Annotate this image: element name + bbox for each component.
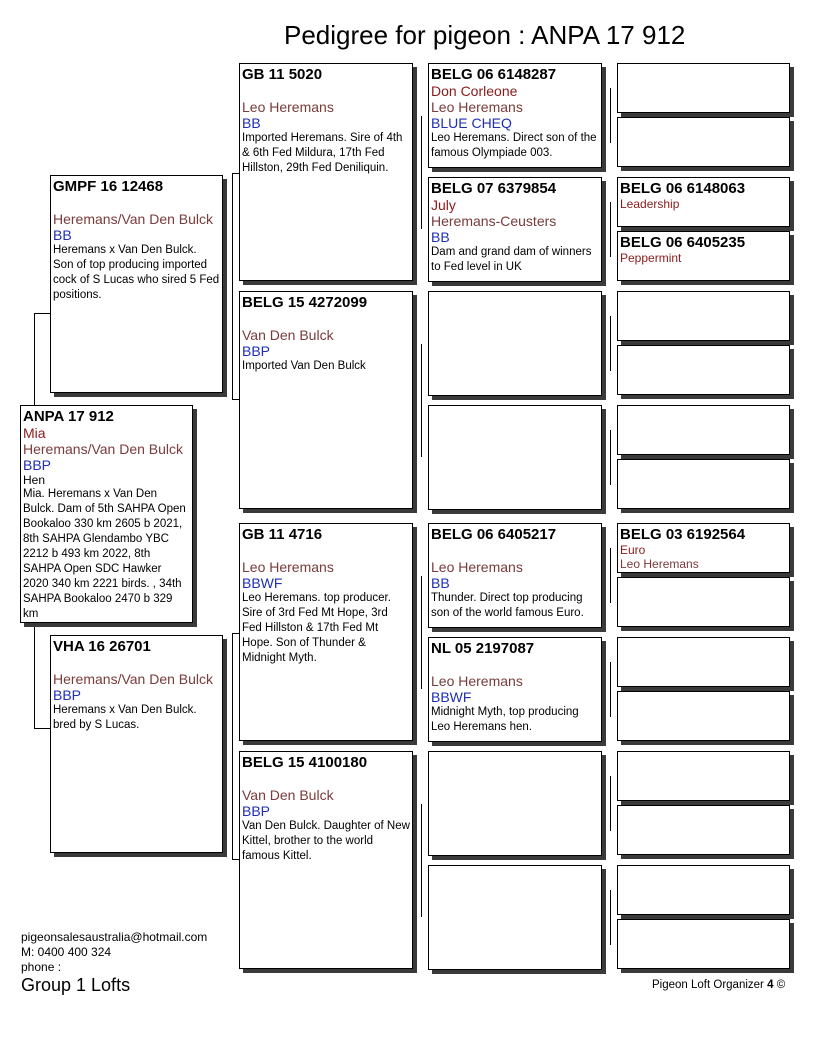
great-grandparent-card[interactable] xyxy=(428,523,602,628)
subject-ring-number: ANPA 17 912 xyxy=(23,408,114,425)
gen4-card[interactable] xyxy=(617,345,790,395)
dam-notes: Heremans x Van Den Bulck. bred by S Lucas. xyxy=(53,704,197,731)
great-grandparent-breeder: Leo Heremans xyxy=(431,99,523,115)
gen4-name: Peppermint xyxy=(620,251,682,265)
gen4-card[interactable] xyxy=(617,405,790,455)
sire-notes: Heremans x Van Den Bulck. Son of top producing imported cock of S Lucas who sired 5 Fed positions. xyxy=(53,244,220,301)
great-grandparent-ring-number: NL 05 2197087 xyxy=(431,640,535,657)
sire-card[interactable] xyxy=(50,175,223,393)
grandparent-card[interactable] xyxy=(239,523,413,741)
gen4-name: Leadership xyxy=(620,197,680,211)
subject-colour: BBP xyxy=(23,457,52,473)
page-title: Pedigree for pigeon : ANPA 17 912 xyxy=(284,20,686,50)
contact-mobile: M: 0400 400 324 xyxy=(21,945,112,959)
great-grandparent-card[interactable] xyxy=(428,177,602,282)
grandparent-colour: BBWF xyxy=(242,575,283,591)
copyright-symbol: © xyxy=(776,979,786,991)
subject-sex: Hen xyxy=(23,473,46,487)
gen4-card[interactable] xyxy=(617,865,790,915)
great-grandparent-card[interactable] xyxy=(428,405,602,510)
grandparent-ring-number: GB 11 4716 xyxy=(242,526,323,543)
gen4-card[interactable] xyxy=(617,805,790,855)
gen4-card[interactable] xyxy=(617,523,790,573)
gen4-card[interactable] xyxy=(617,577,790,627)
subject-breeder: Heremans/Van Den Bulck xyxy=(23,441,184,457)
grandparent-colour: BBP xyxy=(242,343,271,359)
great-grandparent-ring-number: BELG 06 6148287 xyxy=(431,66,557,83)
great-grandparent-colour: BLUE CHEQ xyxy=(431,115,512,131)
software-credit xyxy=(652,979,785,991)
grandparent-colour: BB xyxy=(242,115,261,131)
grandparent-ring-number: BELG 15 4272099 xyxy=(242,294,368,311)
grandparent-breeder: Van Den Bulck xyxy=(242,327,334,343)
gen4-card[interactable] xyxy=(617,117,790,167)
great-grandparent-card[interactable] xyxy=(428,751,602,856)
grandparent-card[interactable] xyxy=(239,63,413,281)
software-version: 4 xyxy=(767,979,774,991)
gen4-ring-number: BELG 06 6405235 xyxy=(620,234,746,251)
gen4-ring-number: BELG 06 6148063 xyxy=(620,180,746,197)
grandparent-colour: BBP xyxy=(242,803,271,819)
great-grandparent-notes: Leo Heremans. Direct son of the famous Olympiade 003. xyxy=(431,132,597,159)
gen4-card[interactable] xyxy=(617,459,790,509)
subject-notes: Mia. Heremans x Van Den Bulck. Dam of 5th SAHPA Open Bookaloo 330 km 2605 b 2021, 8th SAHPA Glendambo YBC 2212 b 493 km 2022, 8th SAHPA Open SDC Hawker 2020 340 km 2221 birds. , 34th SAHPA Bookaloo 2470 b 329 km xyxy=(23,488,186,620)
great-grandparent-notes: Dam and grand dam of winners to Fed level in UK xyxy=(431,246,592,273)
grandparent-breeder: Van Den Bulck xyxy=(242,787,334,803)
contact-phone: phone : xyxy=(21,960,62,974)
sire-breeder: Heremans/Van Den Bulck xyxy=(53,211,214,227)
subject-name: Mia xyxy=(23,425,46,441)
gen4-breeder: Leo Heremans xyxy=(620,557,699,571)
grandparent-notes: Imported Heremans. Sire of 4th & 6th Fed Mildura, 17th Fed Hillston, 29th Fed Deniliquin. xyxy=(242,132,403,174)
great-grandparent-card[interactable] xyxy=(428,637,602,742)
gen4-card[interactable] xyxy=(617,637,790,687)
great-grandparent-name: July xyxy=(431,197,456,213)
grandparent-notes: Leo Heremans. top producer. Sire of 3rd Fed Mt Hope, 3rd Fed Hillston & 17th Fed Mt Hope. Son of Thunder & Midnight Myth. xyxy=(242,592,391,664)
grandparent-breeder: Leo Heremans xyxy=(242,559,334,575)
grandparent-notes: Imported Van Den Bulck xyxy=(242,360,366,372)
gen4-name: Euro xyxy=(620,543,646,557)
sire-colour: BB xyxy=(53,227,72,243)
dam-card[interactable] xyxy=(50,635,223,853)
great-grandparent-breeder: Leo Heremans xyxy=(431,673,523,689)
great-grandparent-colour: BB xyxy=(431,575,450,591)
great-grandparent-breeder: Leo Heremans xyxy=(431,559,523,575)
great-grandparent-card[interactable] xyxy=(428,865,602,970)
great-grandparent-notes: Midnight Myth, top producing Leo Heremans hen. xyxy=(431,706,579,733)
gen4-card[interactable] xyxy=(617,751,790,801)
gen4-card[interactable] xyxy=(617,177,790,227)
great-grandparent-ring-number: BELG 07 6379854 xyxy=(431,180,557,197)
gen4-card[interactable] xyxy=(617,291,790,341)
dam-colour: BBP xyxy=(53,687,82,703)
contact-email: pigeonsalesaustralia@hotmail.com xyxy=(21,930,208,944)
grandparent-card[interactable] xyxy=(239,291,413,509)
subject-pigeon-card[interactable] xyxy=(20,405,193,623)
great-grandparent-breeder: Heremans-Ceusters xyxy=(431,213,557,229)
grandparent-card[interactable] xyxy=(239,751,413,969)
gen4-card[interactable] xyxy=(617,919,790,969)
great-grandparent-notes: Thunder. Direct top producing son of the world famous Euro. xyxy=(431,592,584,619)
gen4-card[interactable] xyxy=(617,231,790,281)
grandparent-ring-number: GB 11 5020 xyxy=(242,66,323,83)
grandparent-breeder: Leo Heremans xyxy=(242,99,334,115)
great-grandparent-name: Don Corleone xyxy=(431,83,518,99)
great-grandparent-card[interactable] xyxy=(428,291,602,396)
great-grandparent-colour: BBWF xyxy=(431,689,472,705)
dam-ring-number: VHA 16 26701 xyxy=(53,638,151,655)
grandparent-notes: Van Den Bulck. Daughter of New Kittel, brother to the world famous Kittel. xyxy=(242,820,410,862)
software-name: Pigeon Loft Organizer xyxy=(652,979,764,991)
gen4-card[interactable] xyxy=(617,691,790,741)
sire-ring-number: GMPF 16 12468 xyxy=(53,178,164,195)
great-grandparent-ring-number: BELG 06 6405217 xyxy=(431,526,557,543)
great-grandparent-colour: BB xyxy=(431,229,450,245)
grandparent-ring-number: BELG 15 4100180 xyxy=(242,754,368,771)
loft-name: Group 1 Lofts xyxy=(21,975,131,995)
gen4-card[interactable] xyxy=(617,63,790,113)
dam-breeder: Heremans/Van Den Bulck xyxy=(53,671,214,687)
gen4-ring-number: BELG 03 6192564 xyxy=(620,526,746,543)
great-grandparent-card[interactable] xyxy=(428,63,602,168)
